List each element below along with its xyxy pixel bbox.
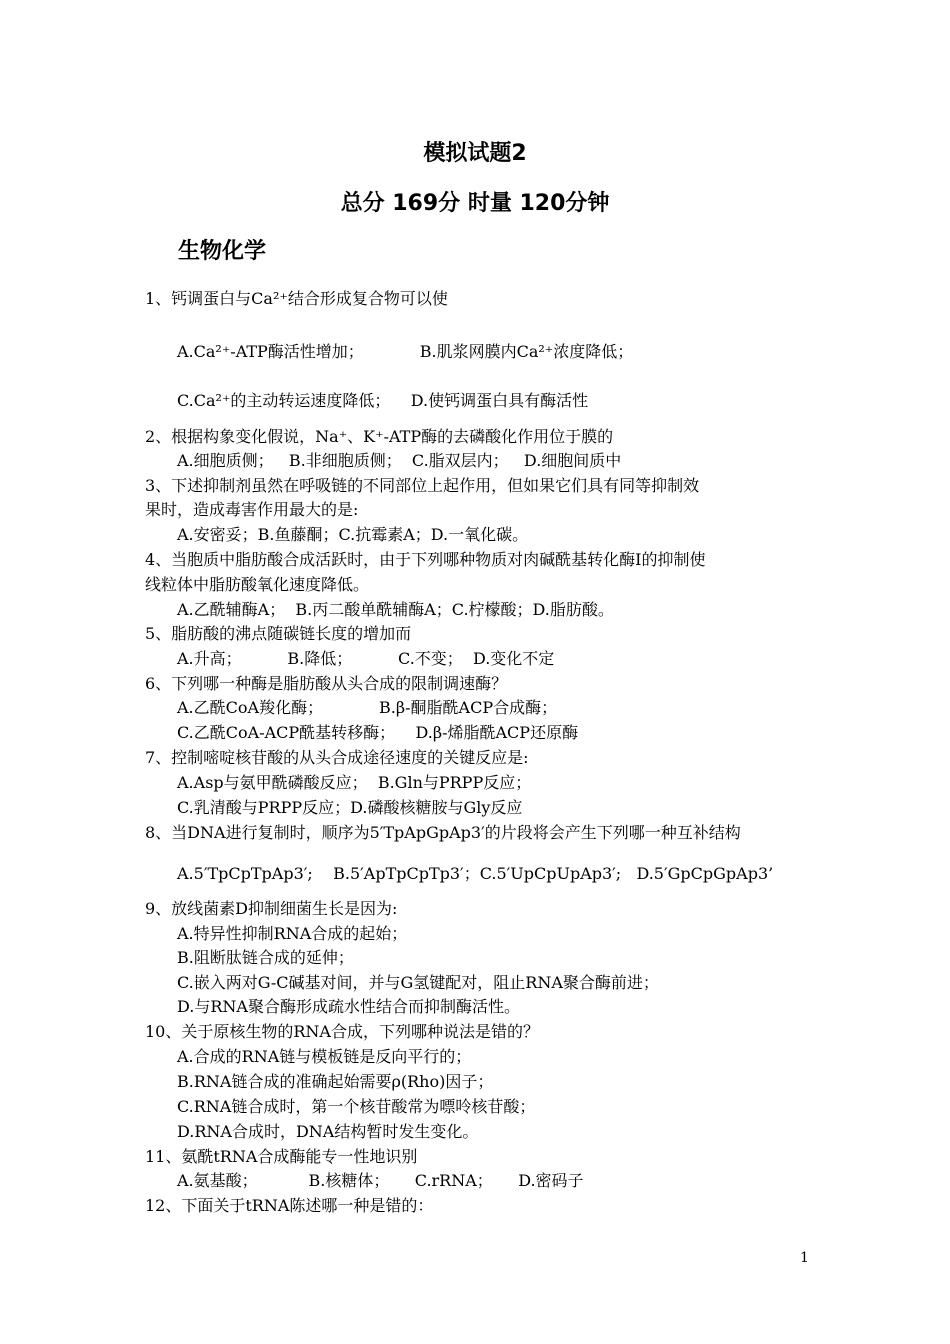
section-heading: 生物化学: [178, 239, 267, 264]
option-line: A.乙酰CoA羧化酶； B.β-酮脂酰ACP合成酶；: [177, 698, 558, 717]
option-line: A.安密妥；B.鱼藤酮；C.抗霉素A；D.一氧化碳。: [177, 525, 529, 544]
option-line: C.乙酰CoA-ACP酰基转移酶； D.β-烯脂酰ACP还原酶: [177, 723, 579, 742]
question-2: 2、根据构象变化假说，Na⁺、K⁺-ATP酶的去磷酸化作用位于膜的: [145, 427, 614, 446]
option-line: C.Ca²⁺的主动转运速度降低； D.使钙调蛋白具有酶活性: [177, 391, 589, 410]
option-line: A.合成的RNA链与模板链是反向平行的；: [177, 1047, 472, 1066]
option-line: C.乳清酸与PRPP反应；D.磷酸核糖胺与Gly反应: [177, 798, 523, 817]
option-line: A.乙酰辅酶A； B.丙二酸单酰辅酶A；C.柠檬酸；D.脂肪酸。: [177, 600, 614, 619]
question-6: 6、下列哪一种酶是脂肪酸从头合成的限制调速酶？: [145, 674, 508, 693]
option-line: D.与RNA聚合酶形成疏水性结合而抑制酶活性。: [177, 997, 520, 1016]
page-number: 1: [800, 1250, 809, 1266]
option-line: D.RNA合成时，DNA结构暂时发生变化。: [177, 1122, 479, 1141]
option-line: A.Ca²⁺-ATP酶活性增加； B.肌浆网膜内Ca²⁺浓度降低；: [177, 342, 634, 361]
option-line: A.细胞质侧； B.非细胞质侧； C.脂双层内； D.细胞间质中: [177, 451, 622, 470]
option-line: A.特异性抑制RNA合成的起始；: [177, 924, 408, 943]
question-11: 11、氨酰tRNA合成酶能专一性地识别: [145, 1147, 418, 1166]
option-line: C.嵌入两对G-C碱基对间，并与G氢键配对，阻止RNA聚合酶前进；: [177, 973, 659, 992]
question-3: 3、下述抑制剂虽然在呼吸链的不同部位上起作用，但如果它们具有同等抑制效: [145, 476, 700, 495]
option-line: B.RNA链合成的准确起始需要ρ(Rho)因子；: [177, 1072, 494, 1091]
question-12: 12、下面关于tRNA陈述哪一种是错的：: [145, 1196, 434, 1215]
question-4: 4、当胞质中脂肪酸合成活跃时，由于下列哪种物质对肉碱酰基转化酶Ⅰ的抑制使: [145, 550, 706, 569]
exam-title: 模拟试题2: [423, 141, 527, 166]
exam-subtitle: 总分 169分 时量 120分钟: [340, 191, 610, 216]
question-4-cont: 线粒体中脂肪酸氧化速度降低。: [145, 575, 370, 594]
question-7: 7、控制嘧啶核苷酸的从头合成途径速度的关键反应是:: [145, 748, 529, 767]
option-line: C.RNA链合成时，第一个核苷酸常为嘌呤核苷酸；: [177, 1097, 536, 1116]
option-line: A.氨基酸； B.核糖体； C.rRNA； D.密码子: [177, 1171, 584, 1190]
option-line: B.阻断肽链合成的延伸；: [177, 948, 354, 967]
option-line: A.5′TpCpTpAp3′; B.5′ApTpCpTp3′；C.5′UpCpUpAp3′; D.5′GpCpGpAp3’: [177, 864, 774, 883]
option-line: A.升高； B.降低； C.不变； D.变化不定: [177, 649, 555, 668]
question-5: 5、脂肪酸的沸点随碳链长度的增加而: [145, 624, 412, 643]
question-3-cont: 果时，造成毒害作用最大的是:: [145, 500, 359, 519]
question-9: 9、放线菌素D抑制细菌生长是因为:: [145, 899, 398, 918]
question-10: 10、关于原核生物的RNA合成，下列哪种说法是错的？: [145, 1022, 539, 1041]
option-line: A.Asp与氨甲酰磷酸反应； B.Gln与PRPP反应；: [177, 773, 532, 792]
question-1: 1、钙调蛋白与Ca²⁺结合形成复合物可以使: [145, 289, 448, 308]
question-8: 8、当DNA进行复制时，顺序为5′TpApGpAp3′的片段将会产生下列哪一种互补结构: [145, 823, 741, 842]
